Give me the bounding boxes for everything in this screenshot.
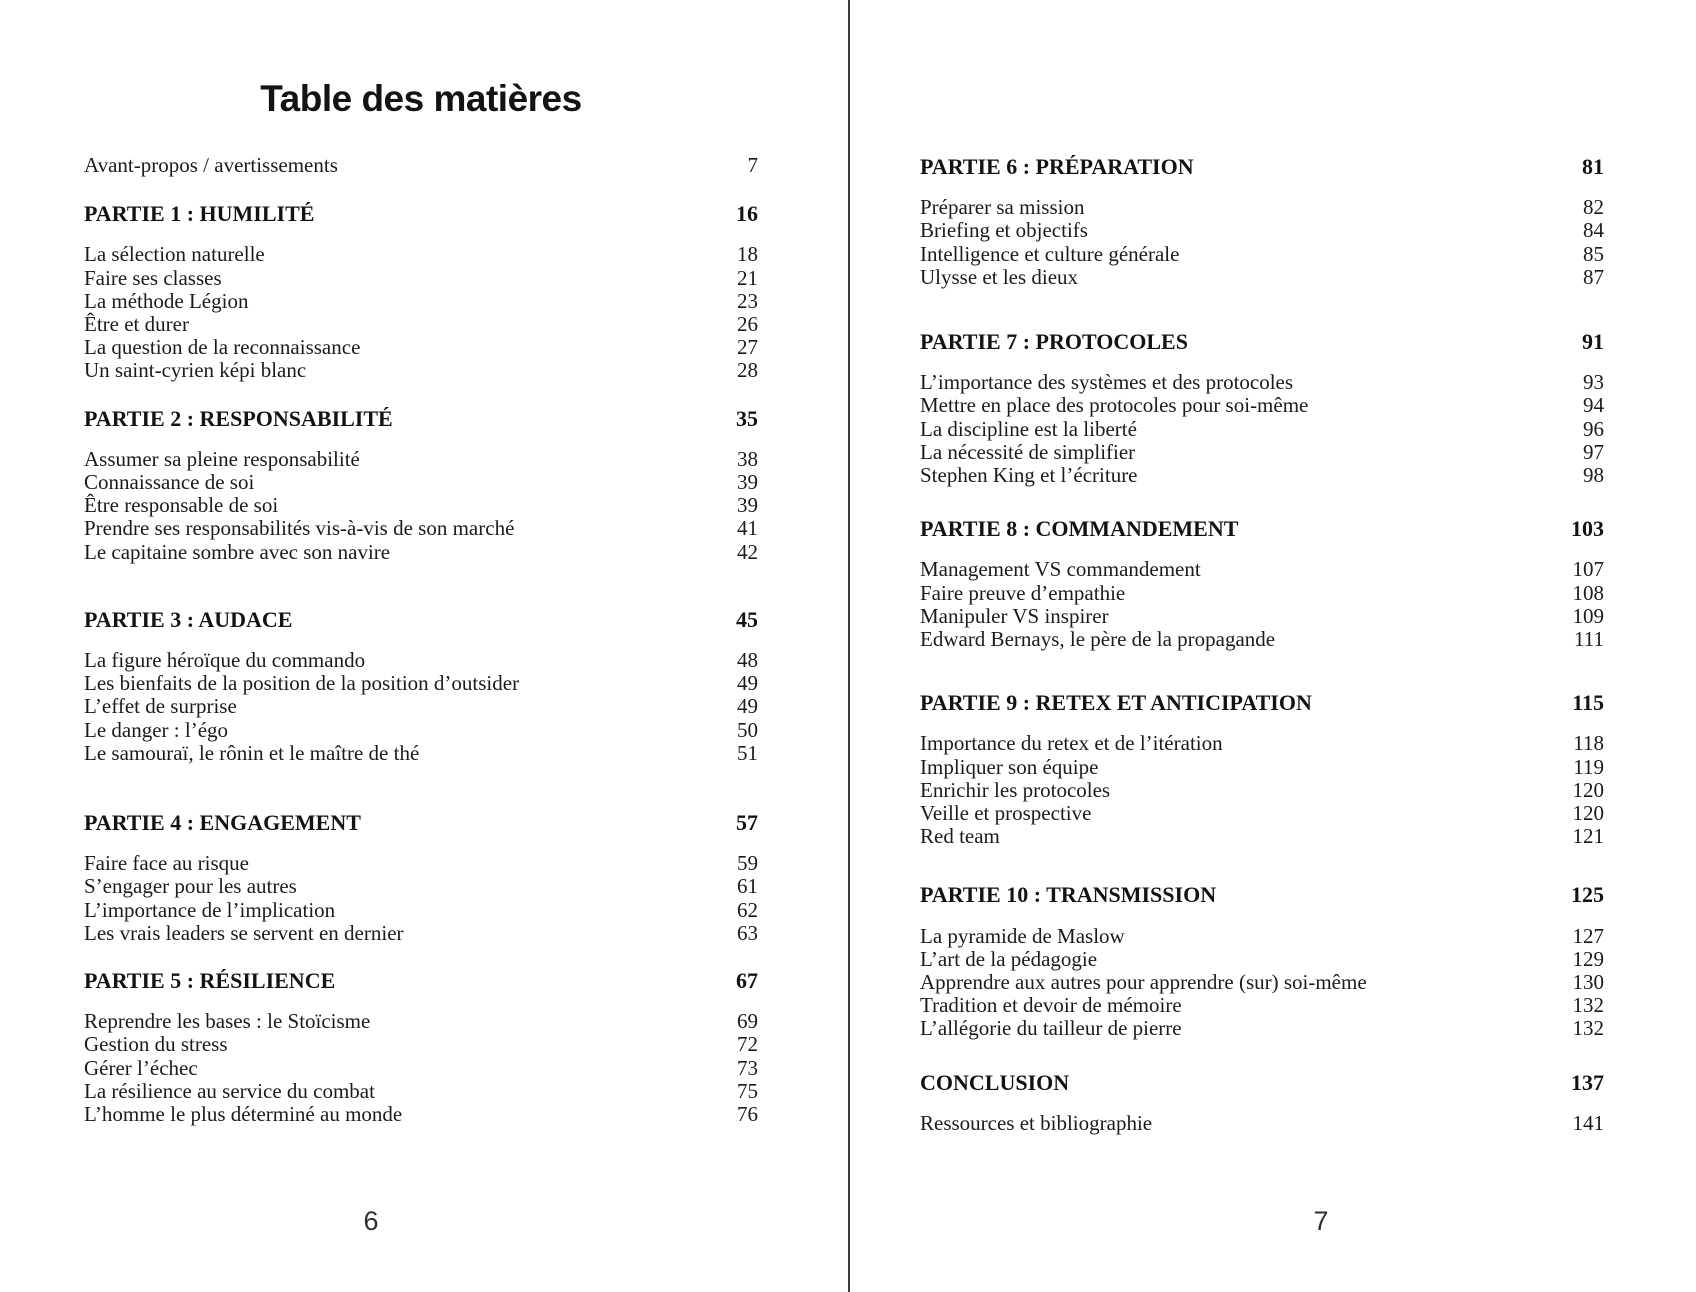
toc-entry (84, 1080, 758, 1103)
toc-section-heading-label: PARTIE 7 : PROTOCOLES (920, 329, 1188, 355)
toc-entry-label: Veille et prospective (920, 801, 1092, 826)
toc-entry-page: 96 (1583, 416, 1604, 441)
toc-section-heading-label: PARTIE 9 : RETEX ET ANTICIPATION (920, 690, 1312, 716)
toc-section-heading-page: 125 (1571, 882, 1604, 908)
toc-entry-label: Importance du retex et de l’itération (920, 731, 1223, 756)
folio-page-number-left: 6 (363, 1206, 379, 1236)
toc-entry-page: 129 (1572, 946, 1604, 971)
toc-entry (920, 994, 1604, 1017)
toc-section-entries (84, 852, 758, 945)
toc-entry (920, 441, 1604, 464)
toc-entry (84, 1033, 758, 1056)
toc-list-left (84, 0, 758, 1126)
toc-section-entries (920, 371, 1604, 487)
toc-entry-page: 7 (747, 153, 758, 177)
toc-section-heading (84, 407, 758, 430)
toc-entry-page: 28 (737, 358, 758, 383)
toc-entry-label: Le capitaine sombre avec son navire (84, 539, 391, 564)
toc-entry-label: La discipline est la liberté (920, 416, 1137, 441)
toc-entry-page: 27 (737, 335, 758, 360)
toc-entry-page: 118 (1573, 731, 1604, 756)
toc-section-heading-label: PARTIE 6 : PRÉPARATION (920, 154, 1194, 179)
toc-section-heading-page: 103 (1571, 516, 1604, 542)
toc-section-entries (920, 925, 1604, 1041)
toc-entry (920, 243, 1604, 266)
toc-list-right (920, 0, 1604, 1135)
toc-entry (84, 899, 758, 922)
toc-entry-label: La nécessité de simplifier (920, 439, 1136, 464)
toc-entry (920, 802, 1604, 825)
toc-entry-page: 49 (737, 694, 758, 719)
toc-entry-label: S’engager pour les autres (84, 874, 297, 899)
toc-entry-page: 87 (1583, 264, 1604, 289)
toc-entry-label: L’art de la pédagogie (920, 946, 1098, 971)
toc-entry-page: 73 (737, 1055, 758, 1080)
toc-entry-label: Les bienfaits de la position de la position d’outsider (84, 671, 520, 696)
toc-entry-label: Enrichir les protocoles (920, 777, 1111, 802)
toc-entry (920, 394, 1604, 417)
toc-entry (84, 742, 758, 765)
toc-section (920, 330, 1604, 487)
toc-entry (920, 1112, 1604, 1135)
toc-entry-label: La question de la reconnaissance (84, 335, 361, 360)
toc-entry-page: 23 (737, 288, 758, 313)
toc-entry-page: 72 (737, 1032, 758, 1057)
toc-entry-page: 76 (737, 1102, 758, 1127)
toc-section-heading-label: PARTIE 2 : RESPONSABILITÉ (84, 405, 393, 431)
toc-entry-label: Faire face au risque (84, 851, 249, 876)
toc-section-heading-label: CONCLUSION (920, 1069, 1070, 1095)
toc-entry-page: 130 (1572, 970, 1604, 995)
toc-entry-page: 120 (1572, 801, 1604, 826)
toc-entry-page: 85 (1583, 241, 1604, 266)
toc-section-heading-page: 57 (736, 810, 758, 836)
toc-entry-page: 63 (737, 920, 758, 945)
toc-entry (84, 649, 758, 672)
page-title: Table des matières (260, 78, 582, 119)
toc-entry-label: La méthode Légion (84, 288, 249, 313)
toc-entry (920, 948, 1604, 971)
toc-entry-label: Intelligence et culture générale (920, 241, 1180, 266)
toc-section-heading (920, 1071, 1604, 1094)
toc-section-heading-page: 115 (1572, 690, 1604, 716)
toc-section-heading (84, 811, 758, 834)
toc-entry (84, 243, 758, 266)
toc-section (920, 883, 1604, 1040)
toc-entry-page: 98 (1583, 463, 1604, 488)
toc-entry-label: Management VS commandement (920, 557, 1201, 582)
toc-entry-page: 61 (737, 874, 758, 899)
toc-entry-page: 48 (737, 648, 758, 673)
toc-entry-page: 69 (737, 1009, 758, 1034)
toc-entry-page: 59 (737, 851, 758, 876)
toc-entry (84, 359, 758, 382)
toc-entry (920, 219, 1604, 242)
toc-entry-label: L’homme le plus déterminé au monde (84, 1102, 403, 1127)
toc-entry (84, 1010, 758, 1033)
toc-entry-page: 84 (1583, 218, 1604, 243)
toc-entry-label: L’importance de l’implication (84, 897, 336, 922)
toc-entry-label: Connaissance de soi (84, 470, 255, 495)
toc-entry-page: 132 (1572, 1016, 1604, 1041)
toc-section (84, 407, 758, 564)
toc-section-heading (84, 202, 758, 225)
toc-entry (920, 371, 1604, 394)
toc-entry-label: Apprendre aux autres pour apprendre (sur) soi-même (920, 970, 1367, 995)
toc-entry (920, 779, 1604, 802)
toc-entry-page: 141 (1572, 1110, 1604, 1135)
toc-entry-page: 93 (1583, 370, 1604, 395)
toc-section-heading-label: PARTIE 10 : TRANSMISSION (920, 882, 1217, 908)
toc-entry-label: Edward Bernays, le père de la propagande (920, 627, 1276, 652)
toc-entry-page: 119 (1573, 754, 1604, 779)
toc-entry-page: 107 (1572, 557, 1604, 582)
toc-entry-label: Ressources et bibliographie (920, 1110, 1153, 1135)
toc-entry-label: Les vrais leaders se servent en dernier (84, 920, 404, 945)
toc-section (920, 691, 1604, 848)
toc-entry-label: Tradition et devoir de mémoire (920, 993, 1182, 1018)
toc-section-entries (84, 1010, 758, 1126)
toc-section-heading-label: PARTIE 5 : RÉSILIENCE (84, 968, 336, 994)
toc-section-entries (920, 196, 1604, 289)
toc-section-entries (920, 732, 1604, 848)
toc-entry (84, 922, 758, 945)
toc-entry-page: 62 (737, 897, 758, 922)
toc-entry (84, 695, 758, 718)
toc-entry-page: 50 (737, 717, 758, 742)
toc-section (920, 155, 1604, 289)
toc-entry-page: 51 (737, 740, 758, 765)
toc-page-left (84, 0, 758, 1292)
toc-entry (920, 1017, 1604, 1040)
toc-section-entries (920, 1112, 1604, 1135)
toc-entry (84, 313, 758, 336)
toc-entry (84, 267, 758, 290)
toc-section (920, 1071, 1604, 1135)
toc-entry-label: Briefing et objectifs (920, 218, 1088, 243)
toc-entry-label: Faire preuve d’empathie (920, 580, 1126, 605)
toc-entry (84, 290, 758, 313)
toc-entry-page: 38 (737, 446, 758, 471)
toc-page-right (920, 0, 1604, 1292)
page-divider (848, 0, 850, 1292)
toc-section-heading (84, 608, 758, 631)
toc-section (84, 608, 758, 765)
toc-entry (920, 266, 1604, 289)
toc-entry-label: Le danger : l’égo (84, 717, 229, 742)
toc-entry (84, 336, 758, 359)
toc-entry-label: L’importance des systèmes et des protocoles (920, 370, 1294, 395)
toc-section-entries (920, 558, 1604, 651)
toc-entry-label: Être et durer (84, 312, 189, 337)
toc-entry (84, 1057, 758, 1080)
toc-section (84, 811, 758, 945)
toc-entry-page: 132 (1572, 993, 1604, 1018)
toc-entry-page: 108 (1572, 580, 1604, 605)
toc-section-heading (920, 155, 1604, 178)
toc-entry (84, 517, 758, 540)
toc-entry-page: 41 (737, 516, 758, 541)
toc-entry-label: La résilience au service du combat (84, 1078, 375, 1103)
toc-entry-page: 18 (737, 242, 758, 267)
toc-entry-label: Reprendre les bases : le Stoïcisme (84, 1009, 371, 1034)
toc-entry-page: 39 (737, 493, 758, 518)
toc-entry-label: Ulysse et les dieux (920, 264, 1079, 289)
toc-entry (920, 605, 1604, 628)
toc-entry (84, 672, 758, 695)
toc-entry (84, 154, 758, 177)
toc-entry-page: 97 (1583, 439, 1604, 464)
toc-section-heading-label: PARTIE 8 : COMMANDEMENT (920, 516, 1239, 542)
toc-entry-page: 109 (1572, 603, 1604, 628)
toc-section-entries (84, 243, 758, 382)
toc-entry-page: 49 (737, 671, 758, 696)
toc-entry-label: Gérer l’échec (84, 1055, 198, 1080)
toc-entry (920, 756, 1604, 779)
toc-entry-label: La figure héroïque du commando (84, 648, 366, 673)
toc-section-heading-page: 67 (736, 968, 758, 994)
toc-entry (84, 448, 758, 471)
toc-entry-label: Le samouraï, le rônin et le maître de thé (84, 740, 420, 765)
toc-entry (84, 719, 758, 742)
toc-entry-label: Mettre en place des protocoles pour soi-même (920, 393, 1309, 418)
toc-entry (920, 196, 1604, 219)
toc-entry (84, 471, 758, 494)
toc-section-heading-page: 35 (736, 405, 758, 431)
toc-section-heading-page: 45 (736, 606, 758, 632)
toc-entry-label: Stephen King et l’écriture (920, 463, 1138, 488)
toc-entry-page: 82 (1583, 195, 1604, 220)
toc-entry-page: 26 (737, 312, 758, 337)
toc-entry-label: L’allégorie du tailleur de pierre (920, 1016, 1182, 1041)
toc-section-heading-page: 137 (1571, 1069, 1604, 1095)
folio-page-number-right: 7 (1313, 1206, 1329, 1236)
toc-entry-label: L’effet de surprise (84, 694, 237, 719)
toc-entry (84, 494, 758, 517)
toc-section (84, 969, 758, 1126)
toc-section-entries (84, 448, 758, 564)
toc-section (920, 517, 1604, 651)
toc-entry (920, 925, 1604, 948)
toc-section-heading-label: PARTIE 3 : AUDACE (84, 606, 293, 632)
toc-entry (920, 628, 1604, 651)
toc-section-heading (84, 969, 758, 992)
toc-entry-label: Faire ses classes (84, 265, 222, 290)
toc-entry-page: 94 (1583, 393, 1604, 418)
toc-section-heading (920, 517, 1604, 540)
toc-section-heading (920, 691, 1604, 714)
toc-entry (920, 971, 1604, 994)
toc-entry-label: Gestion du stress (84, 1032, 228, 1057)
toc-entry (84, 875, 758, 898)
toc-entry-page: 127 (1572, 923, 1604, 948)
toc-entry (920, 558, 1604, 581)
toc-entry-label: Être responsable de soi (84, 493, 279, 518)
toc-entry (84, 852, 758, 875)
toc-entry-label: Assumer sa pleine responsabilité (84, 446, 360, 471)
toc-entry-page: 111 (1574, 627, 1604, 652)
toc-section-heading (920, 883, 1604, 906)
toc-section-heading-label: PARTIE 1 : HUMILITÉ (84, 201, 315, 227)
toc-entry-label: Préparer sa mission (920, 195, 1085, 220)
toc-section-heading (920, 330, 1604, 353)
toc-section-heading-page: 16 (736, 201, 758, 227)
toc-entry-label: La sélection naturelle (84, 242, 265, 267)
toc-section (84, 202, 758, 382)
toc-section-heading-page: 91 (1582, 329, 1604, 355)
toc-entry-label: Impliquer son équipe (920, 754, 1099, 779)
toc-entry-label: Avant-propos / avertissements (84, 153, 338, 177)
toc-entry-page: 39 (737, 470, 758, 495)
toc-entry-label: Prendre ses responsabilités vis-à-vis de son marché (84, 516, 515, 541)
toc-section-entries (84, 649, 758, 765)
toc-entry (84, 541, 758, 564)
toc-section-heading-page: 81 (1582, 154, 1604, 179)
toc-entry-page: 21 (737, 265, 758, 290)
toc-entry-label: Manipuler VS inspirer (920, 603, 1109, 628)
toc-entry-page: 120 (1572, 777, 1604, 802)
toc-entry-label: Red team (920, 824, 1000, 849)
toc-section-heading-label: PARTIE 4 : ENGAGEMENT (84, 810, 361, 836)
toc-entry-page: 121 (1572, 824, 1604, 849)
toc-entry (84, 1103, 758, 1126)
toc-entry (920, 825, 1604, 848)
toc-entry (920, 418, 1604, 441)
toc-entry-label: La pyramide de Maslow (920, 923, 1125, 948)
toc-entry-label: Un saint-cyrien képi blanc (84, 358, 307, 383)
toc-entry (920, 582, 1604, 605)
toc-entry (920, 732, 1604, 755)
toc-entry (920, 464, 1604, 487)
toc-entry-page: 75 (737, 1078, 758, 1103)
toc-entry-page: 42 (737, 539, 758, 564)
